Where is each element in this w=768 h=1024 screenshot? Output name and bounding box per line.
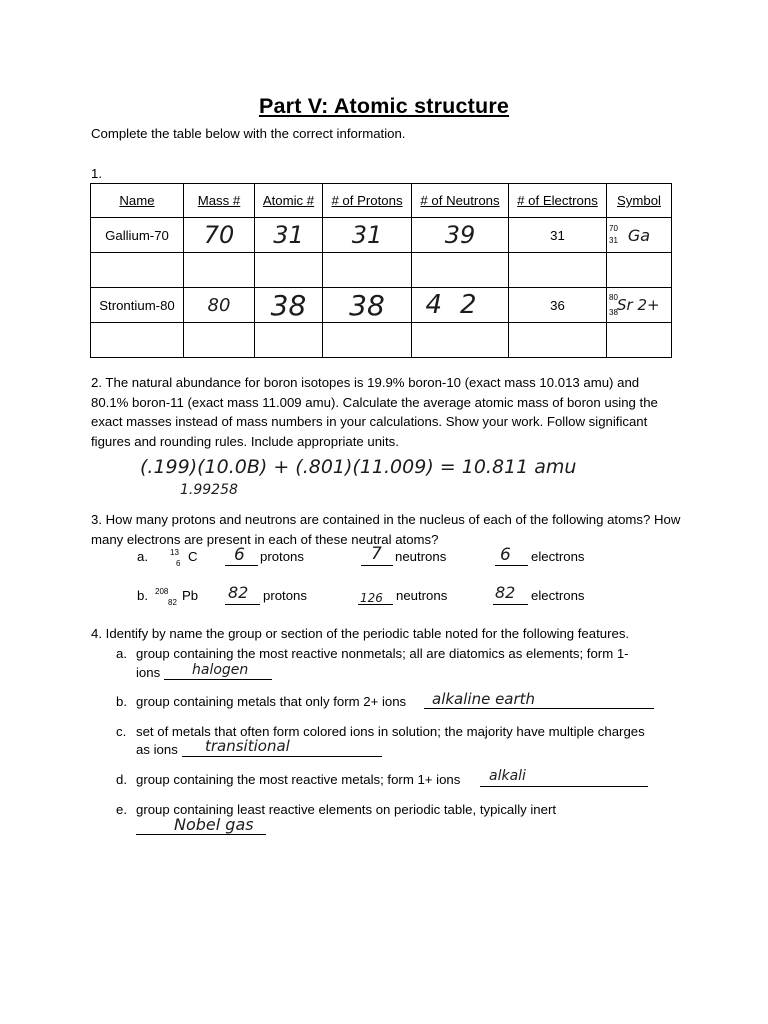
carbon-electrons-answer: 6 xyxy=(500,545,511,565)
cell-electrons xyxy=(509,323,607,358)
cell-atomic: 38 xyxy=(255,288,323,323)
instruction-text: Complete the table below with the correct information. xyxy=(91,126,406,141)
header-atomic: Atomic # xyxy=(255,184,323,218)
electrons-label: electrons xyxy=(531,588,585,603)
cell-electrons xyxy=(509,253,607,288)
cell-symbol xyxy=(607,323,672,358)
cell-name xyxy=(91,323,184,358)
cell-protons: 31 xyxy=(323,218,412,253)
carbon-symbol: C xyxy=(188,549,198,564)
header-mass: Mass # xyxy=(184,184,255,218)
lead-atomic-number: 82 xyxy=(168,598,177,607)
cell-neutrons xyxy=(412,253,509,288)
lead-electrons-answer: 82 xyxy=(495,583,516,602)
lead-neutrons-answer: 126 xyxy=(360,591,383,605)
header-name: Name xyxy=(91,184,184,218)
question-4c-label: c. xyxy=(116,724,127,739)
question-4b-answer: alkaline earth xyxy=(432,690,536,708)
question-4a-answer: halogen xyxy=(192,662,249,678)
carbon-mass-number: 13 xyxy=(170,548,179,557)
question-1-number: 1. xyxy=(91,166,102,181)
cell-symbol: 70 31 Ga xyxy=(607,218,672,253)
question-4e-answer: Nobel gas xyxy=(174,815,254,834)
answer-blank[interactable] xyxy=(164,678,272,680)
question-3a-label: a. xyxy=(137,549,148,564)
table-row xyxy=(91,288,672,323)
question-2-work-line-2: 1.99258 xyxy=(180,482,238,498)
carbon-neutrons-answer: 7 xyxy=(371,544,382,564)
cell-mass: 80 xyxy=(184,288,255,323)
cell-mass: 70 xyxy=(184,218,255,253)
cell-name xyxy=(91,253,184,288)
question-4a-label: a. xyxy=(116,646,127,661)
cell-protons: 38 xyxy=(323,288,412,323)
question-4e-label: e. xyxy=(116,802,127,817)
carbon-atomic-number: 6 xyxy=(176,559,181,568)
protons-label: protons xyxy=(263,588,307,603)
cell-protons xyxy=(323,253,412,288)
question-4-text: 4. Identify by name the group or section of the periodic table noted for the following features. xyxy=(91,626,630,641)
neutrons-label: neutrons xyxy=(395,549,447,564)
page-title: Part V: Atomic structure xyxy=(258,94,510,118)
cell-atomic xyxy=(255,253,323,288)
cell-electrons: 31 xyxy=(509,218,607,253)
isotope-table xyxy=(90,183,672,358)
header-protons: # of Protons xyxy=(323,184,412,218)
header-symbol: Symbol xyxy=(607,184,672,218)
cell-electrons: 36 xyxy=(509,288,607,323)
cell-atomic: 31 xyxy=(255,218,323,253)
lead-protons-answer: 82 xyxy=(228,583,249,602)
cell-atomic xyxy=(255,323,323,358)
question-2-work-line-1: (.199)(10.0B) + (.801)(11.009) = 10.811 amu xyxy=(140,456,577,478)
protons-blank[interactable] xyxy=(225,603,260,605)
question-4a-text: group containing the most reactive nonmetals; all are diatomics as elements; form 1- xyxy=(136,646,629,661)
cell-neutrons: 39 xyxy=(412,218,509,253)
symbol-mass-number: 80 xyxy=(609,293,618,302)
cell-name: Gallium-70 xyxy=(91,218,184,253)
question-4c-text: set of metals that often form colored ions in solution; the majority have multiple charges xyxy=(136,724,645,739)
cell-neutrons: 42 xyxy=(412,288,509,323)
cell-name: Strontium-80 xyxy=(91,288,184,323)
question-3-text: 3. How many protons and neutrons are contained in the nucleus of each of the following atoms? How many electrons are present in each of these neutral atoms? xyxy=(91,512,681,547)
neutrons-blank[interactable] xyxy=(361,564,393,566)
question-4b-text: group containing metals that only form 2+ ions xyxy=(136,694,407,709)
header-electrons: # of Electrons xyxy=(509,184,607,218)
symbol-mass-number: 70 xyxy=(609,224,618,233)
lead-mass-number: 208 xyxy=(155,587,169,596)
lead-symbol: Pb xyxy=(182,588,199,603)
question-4c-text-cont: as ions xyxy=(136,742,178,757)
cell-mass xyxy=(184,323,255,358)
symbol-atomic-number: 31 xyxy=(609,236,618,245)
carbon-protons-answer: 6 xyxy=(234,545,245,565)
cell-neutrons xyxy=(412,323,509,358)
question-4e-text: group containing least reactive elements on periodic table, typically inert xyxy=(136,802,557,817)
question-4a-text-cont: ions xyxy=(136,665,161,680)
cell-protons xyxy=(323,323,412,358)
question-2-text: 2. The natural abundance for boron isotopes is 19.9% boron-10 (exact mass 10.013 amu) and 80.1% boron-11 (exact mass 11.009 amu). Calculate the average atomic mass of boron using the exact masses instead of mass numbers in your calculations. Show your work. Follow significant figures and rounding rules. Include appropriate units. xyxy=(91,375,658,449)
table-header-row xyxy=(91,184,672,218)
question-4d-answer: alkali xyxy=(489,768,526,784)
table-row xyxy=(91,323,672,358)
header-neutrons: # of Neutrons xyxy=(412,184,509,218)
table-row xyxy=(91,218,672,253)
answer-blank[interactable] xyxy=(480,785,648,787)
protons-label: protons xyxy=(260,549,304,564)
question-4b-label: b. xyxy=(116,694,127,709)
cell-symbol xyxy=(607,253,672,288)
question-4c-answer: transitional xyxy=(205,737,290,755)
table-row xyxy=(91,253,672,288)
electrons-blank[interactable] xyxy=(493,603,528,605)
answer-blank[interactable] xyxy=(182,755,382,757)
question-3b-label: b. xyxy=(137,588,148,603)
cell-symbol: 80 38 Sr 2+ xyxy=(607,288,672,323)
question-4d-label: d. xyxy=(116,772,127,787)
question-4d-text: group containing the most reactive metals; form 1+ ions xyxy=(136,772,461,787)
cell-mass xyxy=(184,253,255,288)
symbol-atomic-number: 38 xyxy=(609,308,618,317)
neutrons-label: neutrons xyxy=(396,588,448,603)
electrons-label: electrons xyxy=(531,549,585,564)
